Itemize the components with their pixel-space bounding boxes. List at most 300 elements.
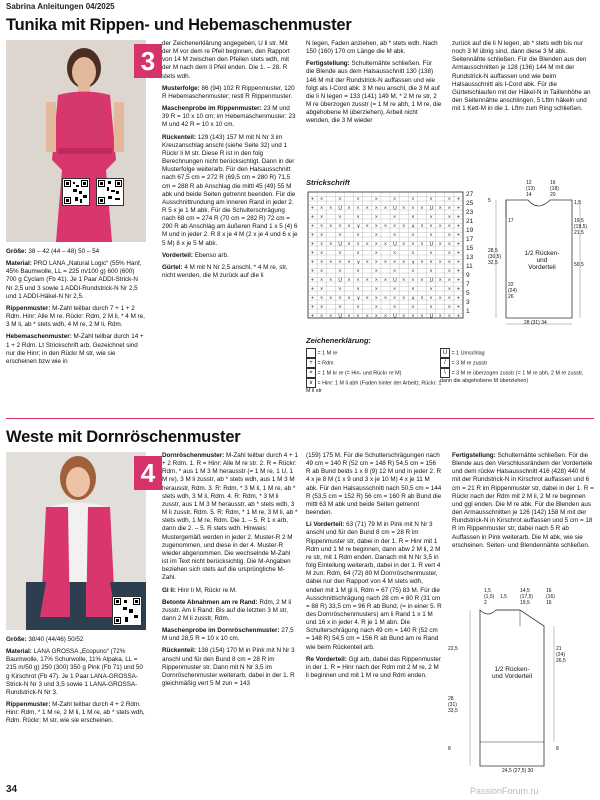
dim: 28 (31) 34 — [524, 320, 547, 326]
chart-stitch: × — [374, 277, 378, 284]
chart-stitch: × — [320, 259, 324, 266]
label: Rückenteil: — [162, 647, 196, 655]
label: Fertigstellung: — [452, 452, 496, 459]
chart-stitch: × — [365, 241, 369, 248]
label: Gürtel: — [162, 263, 183, 271]
chart-stitch: ∨ — [411, 223, 416, 230]
chart-stitch: × — [329, 295, 333, 302]
legend-text: = 1 M kr re (= Hin- und Rückr re M) — [317, 370, 402, 377]
dim: 1,5 — [574, 200, 581, 206]
yarn-over-icon: U — [440, 348, 450, 358]
chart-stitch: × — [384, 241, 387, 248]
chart-stitch: × — [411, 241, 415, 248]
chart-stitch: × — [447, 241, 451, 248]
chart-stitch: × — [356, 250, 360, 257]
chart-stitch: × — [320, 313, 324, 320]
chart-stitch: × — [338, 232, 342, 239]
chart-stitch: × — [447, 268, 451, 275]
weste-column-1 — [6, 636, 146, 730]
chart-stitch: × — [384, 259, 387, 266]
tunika-qr-code-2 — [96, 178, 124, 206]
chart-stitch: × — [338, 259, 342, 266]
chart-stitch: × — [320, 250, 324, 257]
chart-stitch: × — [329, 313, 333, 320]
chart-stitch: × — [393, 259, 397, 266]
chart-stitch: × — [429, 214, 433, 221]
chart-stitch: × — [411, 277, 415, 284]
weste-title: Weste mit Dornröschenmuster — [6, 428, 241, 446]
chart-stitch: + — [311, 196, 314, 203]
text: 23 M und 39 R = 10 x 10 cm; im Hebemaschenmuster: 23 M und 42 R = 10 x 10 cm. — [162, 105, 296, 129]
chart-stitch: + — [456, 223, 460, 230]
label: Musterfolge: — [162, 84, 200, 92]
chart-stitch: × — [447, 250, 451, 257]
chart-stitch: × — [338, 196, 342, 203]
chart-stitch: × — [420, 223, 424, 230]
magazine-header: Sabrina Anleitungen 04/2025 — [6, 2, 115, 11]
chart-stitch: × — [447, 232, 451, 239]
chart-stitch: × — [438, 205, 442, 212]
text: M-Zahl teilbar durch 14 + 1 + 2 Rdm. Lt Strickschrift arb. Gezeichnet sind nur die Hinr; in den Rückr M str, wie sie erscheinen bzw wie in — [6, 333, 144, 365]
chart-stitch: × — [429, 250, 433, 257]
chart-stitch: + — [311, 259, 314, 266]
tunika-title: Tunika mit Rippen- und Hebemaschenmuster — [6, 16, 352, 34]
chart-stitch: × — [320, 223, 324, 230]
text: 38/40 (44/46) 50/52 — [26, 636, 84, 643]
dim: 16 (16) 16 — [546, 588, 555, 606]
chart-stitch: × — [384, 223, 387, 230]
tunika-qr-code — [62, 178, 90, 206]
dim: 1,5 (1,5) 2 — [484, 588, 495, 606]
chart-stitch: × — [356, 232, 360, 239]
chart-stitch: × — [356, 286, 360, 293]
chart-stitch: × — [411, 214, 415, 221]
label: Rippenmuster: — [6, 304, 51, 312]
chart-stitch: ∨ — [356, 295, 361, 302]
text: Schulternähte schließen. Für die Blende aus dem Halsausschnitt 130 (138) 146 M mit der Rundstrick-N auffassen und wie folgt als I-Cord abk: 3 M neu anschl, die 3 M auf die li N legen = 133 (141) 149 M, * 2 M re str, 2 M re überzogen zusstr (= 1 M re abh, 1 M re, die abgehobene M überziehen), Arbeit nicht wenden, die 3 M wieder — [306, 60, 442, 125]
chart-stitch: × — [329, 205, 333, 212]
chart-stitch: + — [456, 241, 460, 248]
weste-column-4 — [452, 452, 594, 554]
chart-stitch: U — [338, 313, 343, 320]
chart-stitch: U — [393, 241, 397, 248]
chart-stitch: U — [393, 277, 397, 284]
chart-stitch: × — [374, 304, 378, 311]
chart-stitch: × — [356, 277, 360, 284]
chart-stitch: × — [411, 196, 415, 203]
chart-stitch: × — [438, 295, 442, 302]
chart-stitch: + — [456, 277, 460, 284]
legend-title: Zeichenerklärung: — [306, 336, 372, 345]
text: 129 (143) 157 M mit N Nr 3 im Kreuzanschlag anschl (siehe Seite 32) und 1 Rückr li M str. Diese R ist in den folg Berechnungen nicht berücksichtigt. Dann in der Musterfolge weiterarb. Für den Halsausschnitt nach 67,5 cm = 272 R (69,5 cm = 280 R) 71,5 cm = 288 R ab Anschlag die mittl 45 (49) 55 M abk und beide Seiten getrennt beenden. Für die Ausschnittrundung am inneren Rand in jeder 2. R 5 x je 1 M abk. Für die Schulterschrägung nach 68 cm = 274 R (70 cm = 282 R) 72 cm = 290 R ab Anschlag am äußeren Rand 1 x 5 (4) 6 M und in jeder 2. R 8 x je 4 M (2 x je 4 und 6 x je 5 M) 8 x je 5 M abk. — [162, 133, 298, 247]
dim: 24,5 (27,5) 30 — [502, 768, 534, 774]
chart-stitch: × — [411, 286, 415, 293]
row-number: 25 — [466, 200, 474, 207]
chart-stitch: × — [429, 286, 433, 293]
chart-stitch: + — [456, 250, 460, 257]
label: Material: — [6, 648, 32, 656]
section-divider — [6, 418, 594, 419]
chart-stitch: × — [320, 241, 324, 248]
chart-stitch: × — [438, 313, 442, 320]
tunika-column-1 — [6, 248, 146, 370]
text: Hinr li M, Rückr re M. — [176, 586, 237, 594]
label: Größe: — [6, 636, 27, 643]
chart-stitch: × — [384, 313, 387, 320]
chart-stitch: U — [338, 241, 343, 248]
knit-icon — [306, 348, 316, 358]
row-number: 13 — [466, 254, 474, 261]
text: Ggl arb, dabei das Rippenmuster in der 1. R = Hinr nach der Rdm mit 2 M re, 2 M li beginnen und mit 1 M re und Rdm enden. — [306, 655, 441, 680]
tunika-schematic — [488, 178, 596, 328]
chart-stitch: + — [311, 304, 314, 311]
legend-text: = 3 M re überzogen zusstr (= 1 M re abh, 2 M re zusstr, dann die abgehobene M überziehen) — [440, 370, 584, 384]
dim: 8 — [556, 746, 559, 752]
chart-stitch: × — [393, 196, 397, 203]
text: M-Zahl teilbar durch 4 + 1 + 2 Rdm. 1. R = Hinr: Alle M re str. 2. R = Rückr: Rdm, * aus 1 M 3 M herausstr (= 1 M re, 1 U, 1 M re), 3 M li zusstr, ab * stets wdh, aus 1 M 3 M herausstr, Rdm. 3. R: Rdm, * 3 M li, 1 M re, ab * stets wdh, 3 M li, Rdm. 4. R: Rdm, * 3 M li zusstr, aus 1 M 3 M herausstr, ab * stets wdh, 3 M li zusstr, Rdm. 5. R: Rdm, * 1 M re, 3 M li, ab * stets wdh, 1 M re, Rdm. Die 1. – 5. R 1 x arb, dann die 2. – 5. R stets wdh. Hinweis: Mustergemäß werden in jeder 2. Muster-R 2 M zugenommen, und diese in der 4. Muster-R wieder abgenommen. Die wechselnde M-Zahl ist im Text nicht berücksichtig. Die M-Angaben beziehen sich stets auf die ursprüngliche M-Zahl. — [162, 452, 298, 582]
chart-stitch: × — [411, 304, 415, 311]
chart-stitch: × — [347, 295, 351, 302]
chart-stitch: × — [356, 241, 360, 248]
chart-stitch: × — [447, 196, 451, 203]
chart-stitch: × — [338, 304, 342, 311]
tunika-column-3 — [306, 40, 442, 130]
chart-stitch: U — [429, 241, 434, 248]
chart-stitch: × — [402, 223, 406, 230]
slip-stitch-icon: ∨ — [306, 378, 316, 388]
twisted-knit-icon: × — [306, 368, 316, 378]
strickschrift-title: Strickschrift — [306, 178, 350, 187]
row-number: 27 — [466, 191, 474, 198]
chart-stitch: × — [365, 277, 369, 284]
chart-stitch: × — [393, 232, 397, 239]
chart-stitch: × — [438, 277, 442, 284]
chart-stitch: × — [447, 277, 451, 284]
dim: 1,5 — [500, 594, 507, 600]
dim: 19,5 (19,5) 21,5 — [574, 218, 588, 236]
chart-stitch: × — [420, 277, 424, 284]
chart-stitch: + — [456, 214, 460, 221]
label: Betonte Abnahmen am re Rand: — [162, 598, 258, 606]
chart-stitch: + — [456, 295, 460, 302]
legend-text: = Rdm — [317, 360, 334, 367]
chart-stitch: × — [393, 286, 397, 293]
chart-stitch: × — [411, 250, 415, 257]
text: der Zeichenerklärung angegeben, U li str. Mit der M vor dem re Pfeil beginnen, den Rapport von 14 M zwischen den Pfeilen stets wdh, mit der M nach dem li Pfeil enden. Die 1. – 28. R stets wdh. — [162, 40, 290, 80]
chart-stitch: × — [429, 223, 433, 230]
text: 27,5 M und 28,5 R = 10 x 10 cm. — [162, 627, 294, 643]
chart-stitch: × — [447, 295, 451, 302]
chart-stitch: × — [374, 295, 378, 302]
chart-stitch: ∨ — [411, 295, 416, 302]
chart-stitch: × — [329, 277, 333, 284]
chart-stitch: × — [320, 214, 324, 221]
weste-schematic-drawing — [440, 586, 590, 780]
weste-schematic — [440, 586, 590, 780]
chart-stitch: U — [429, 313, 434, 320]
chart-stitch: + — [311, 232, 314, 239]
knitting-chart — [306, 190, 482, 322]
chart-stitch: × — [384, 277, 387, 284]
legend-text: = Hinr: 1 M li abh (Faden hinter der Arbeit); Rückr: 1 M li str — [306, 380, 442, 394]
chart-stitch: × — [356, 205, 360, 212]
tunika-number-badge: 3 — [134, 44, 162, 78]
chart-stitch: × — [374, 214, 378, 221]
dim: 17 — [508, 218, 514, 224]
text: LANA GROSSA „Ecopuno“ (72% Baumwolle, 17% Schurwolle, 11% Alpaka, LL = 215 m/50 g) 250 (300) 350 g Pink (Fb 71) und 50 g Kirschrot (Fb 47). Je 1 Paar LANA-GROSSA-Strick-N Nr 3 und 3,5 sowie 1 LANA-GROSSA-Rundstrick-N Nr 3. — [6, 648, 143, 696]
chart-stitch: × — [420, 313, 424, 320]
chart-stitch: + — [311, 313, 314, 320]
edge-stitch-icon: + — [306, 358, 316, 368]
text: 38 – 42 (44 – 48) 50 – 54 — [26, 248, 100, 255]
weste-column-2 — [162, 452, 298, 692]
chart-stitch: × — [329, 241, 333, 248]
chart-stitch: × — [365, 259, 369, 266]
chart-stitch: + — [456, 304, 460, 311]
row-number: 9 — [466, 272, 470, 279]
chart-stitch: × — [411, 205, 415, 212]
chart-stitch: + — [456, 268, 460, 275]
chart-stitch: × — [356, 304, 360, 311]
dim: 28,5 (30,5) 32,5 — [488, 248, 502, 266]
chart-stitch: × — [402, 277, 406, 284]
chart-stitch: + — [311, 223, 314, 230]
chart-stitch: + — [456, 259, 460, 266]
dim: 22,5 — [448, 646, 458, 652]
tunika-column-4 — [452, 40, 594, 117]
chart-stitch: + — [311, 241, 314, 248]
chart-stitch: × — [320, 277, 324, 284]
chart-stitch: × — [447, 205, 451, 212]
dim: 21 (24) 26,5 — [556, 646, 566, 664]
chart-stitch: × — [320, 196, 324, 203]
chart-stitch: × — [374, 232, 378, 239]
chart-stitch: × — [393, 250, 397, 257]
chart-stitch: × — [320, 205, 324, 212]
chart-stitch: × — [393, 268, 397, 275]
chart-stitch: × — [356, 196, 360, 203]
text: zurück auf die li N legen, ab * stets wdh bis nur noch 3 M übrig sind, dann diese 3 M abk. Seitennähte schließen. Für die Blenden aus den Armausschnitten je 128 (136) 144 M mit der Rundstrick-N auffassen und wie beim Halsausschnitt als I-Cord abk. Für die Gürtelschlaufen mit der Häkel-N in Taillenhöhe an den Seitennähte anschlingen, 5 Lftm häkeln und mit 1 Kett-M in die 1. Lftm zum Ring schließen. — [452, 40, 591, 113]
chart-stitch: × — [338, 286, 342, 293]
chart-stitch: × — [429, 196, 433, 203]
chart-stitch: × — [338, 250, 342, 257]
row-number: 5 — [466, 290, 470, 297]
chart-stitch: × — [347, 277, 351, 284]
label: Hebemaschenmuster: — [6, 333, 72, 341]
chart-stitch: × — [338, 268, 342, 275]
chart-stitch: + — [311, 286, 314, 293]
chart-stitch: × — [402, 205, 406, 212]
chart-stitch: × — [420, 295, 424, 302]
chart-stitch: × — [320, 286, 324, 293]
chart-stitch: × — [411, 268, 415, 275]
chart-stitch: × — [429, 295, 433, 302]
chart-stitch: × — [347, 205, 351, 212]
chart-stitch: × — [447, 304, 451, 311]
chart-stitch: × — [365, 205, 369, 212]
label: Li Vorderteil: — [306, 521, 345, 529]
label: Rückenteil: — [162, 133, 196, 141]
text: 86 (94) 102 R Rippenmuster, 120 R Hebemaschenmuster; restl R Rippenmuster. — [162, 84, 295, 100]
row-number: 7 — [466, 281, 470, 288]
chart-stitch: + — [311, 295, 314, 302]
schematic-label: 1/2 Rücken- und Vorderteil — [524, 250, 560, 271]
chart-stitch: × — [447, 214, 451, 221]
legend-text: = 3 M re zusstr — [451, 360, 488, 367]
chart-stitch: × — [438, 223, 442, 230]
label: Re Vorderteil: — [306, 655, 347, 663]
chart-stitch: × — [393, 214, 397, 221]
text: 4 M mit N Nr 2,5 anschl, * 4 M re, str, nicht wenden, die M zurück auf die li — [162, 263, 288, 280]
chart-stitch: × — [329, 223, 333, 230]
chart-stitch: × — [356, 313, 360, 320]
chart-stitch: + — [456, 286, 460, 293]
chart-stitch: × — [438, 259, 442, 266]
chart-stitch: × — [320, 304, 324, 311]
tunika-column-2 — [162, 40, 298, 284]
chart-stitch: U — [338, 277, 343, 284]
chart-stitch: × — [447, 286, 451, 293]
dim: 12 (13) 14 — [526, 180, 535, 198]
text: Rdm, 2 M li zusstr. Am li Rand: Bis auf die letzten 3 M str, dann 2 M li zusstr, Rdm. — [162, 598, 292, 622]
knitting-chart-grid — [306, 190, 482, 322]
chart-stitch: U — [429, 277, 434, 284]
chart-stitch: + — [311, 277, 314, 284]
row-number: 15 — [466, 245, 474, 252]
label: Maschenprobe im Dornröschenmuster: — [162, 627, 280, 635]
chart-stitch: + — [456, 205, 460, 212]
chart-stitch: U — [429, 205, 434, 212]
text: PRO LANA „Natural Logic“ (55% Hanf, 45% Baumwolle, LL = 225 m/100 g) 600 (600) 700 g Cyclam (Fb 41). Je 1 Paar ADDI-Strick-N Nr 2,5 und 3 sowie 1 ADDI-Rundstrick-N Nr 2,5 und 1 ADDI-Häkel-N Nr 2,5. — [6, 260, 142, 300]
dim: 16 (18) 20 — [550, 180, 559, 198]
chart-stitch: × — [429, 232, 433, 239]
chart-stitch: × — [365, 313, 369, 320]
chart-stitch: × — [420, 241, 424, 248]
page-number: 34 — [6, 784, 18, 795]
chart-stitch: ∨ — [411, 259, 416, 266]
chart-stitch: × — [356, 268, 360, 275]
weste-column-3 — [306, 452, 442, 684]
chart-stitch: × — [447, 313, 451, 320]
chart-stitch: × — [447, 223, 451, 230]
chart-stitch: × — [402, 295, 406, 302]
chart-stitch: × — [411, 232, 415, 239]
chart-stitch: × — [384, 205, 387, 212]
chart-stitch: × — [347, 241, 351, 248]
chart-stitch: + — [311, 250, 314, 257]
weste-number-badge: 4 — [134, 456, 162, 490]
chart-stitch: × — [329, 259, 333, 266]
chart-stitch: + — [456, 232, 460, 239]
dim: 5 — [488, 198, 491, 204]
chart-stitch: + — [311, 205, 314, 212]
chart-stitch: × — [411, 313, 415, 320]
text: 138 (154) 170 M in Pink mit N Nr 3 anschl und für den Bund 8 cm = 28 R im Rippenmuster str. Dann mit N Nr 3,5 im Dornröschenmuster weiterarb, dabei in der 1. R gleichmäßig vert 5 M zun = 143 — [162, 647, 295, 688]
chart-stitch: × — [393, 295, 397, 302]
label: Dornröschenmuster: — [162, 452, 225, 459]
chart-stitch: × — [438, 241, 442, 248]
dim: 14,5 (17,5) 19,5 — [520, 588, 534, 606]
legend — [306, 336, 596, 394]
chart-stitch: U — [393, 205, 397, 212]
label: Material: — [6, 260, 32, 268]
chart-stitch: ∨ — [356, 259, 361, 266]
sk2p-icon: \ — [440, 368, 450, 378]
text: N legen, Faden anziehen, ab * stets wdh. Nach 150 (160) 170 cm Länge die M abk. — [306, 40, 438, 56]
text: M-Zahl teilbar durch 4 + 2 Rdm. Hinr: Rdm, * 1 M re, 2 M li, 1 M re, ab * stets wdh, Rdm. Rückr: M str, wie sie erscheinen. — [6, 701, 145, 725]
chart-stitch: × — [384, 295, 387, 302]
label: Vorderteil: — [162, 251, 194, 259]
chart-stitch: × — [365, 295, 369, 302]
chart-stitch: × — [338, 295, 342, 302]
watermark: PassionForum.ru — [470, 786, 539, 796]
row-number: 21 — [466, 218, 474, 225]
chart-stitch: × — [393, 304, 397, 311]
text: M-Zahl teilbar durch 7 + 1 + 2 Rdm. Hinr: Alle M re. Rückr: Rdm, 2 M li, * 4 M re, 3 M li, ab * stets wdh, 4 M re, 2 M li, Rdm. — [6, 304, 145, 329]
chart-stitch: × — [365, 223, 369, 230]
chart-stitch: × — [374, 196, 378, 203]
chart-stitch: U — [393, 313, 397, 320]
chart-stitch: × — [374, 259, 378, 266]
chart-stitch: × — [402, 241, 406, 248]
chart-stitch: + — [456, 313, 460, 320]
chart-stitch: × — [374, 250, 378, 257]
chart-stitch: × — [374, 223, 378, 230]
chart-stitch: + — [456, 196, 460, 203]
chart-stitch: × — [338, 214, 342, 221]
chart-stitch: × — [374, 286, 378, 293]
row-number: 23 — [466, 209, 474, 216]
dim: 28 (31) 33,5 — [448, 696, 458, 714]
schematic-label: 1/2 Rücken- und Vorderteil — [491, 666, 533, 680]
chart-stitch: + — [311, 268, 314, 275]
chart-stitch: × — [347, 313, 351, 320]
chart-stitch: × — [356, 214, 360, 221]
chart-stitch: × — [347, 259, 351, 266]
chart-stitch: × — [374, 205, 378, 212]
chart-stitch: U — [338, 205, 343, 212]
chart-stitch: × — [429, 259, 433, 266]
text: Schulternähte schließen. Für die Blende aus den Verschlussrändern der Vorderteile und dem rückw Halsausschnitt 416 (428) 440 M mit der Rundstrick-N in Kirschrot auffassen und 6 cm = 21 R im Rippenmuster str, dabei in der 1. R = Rückr nach der Rdm mit 2 M li, 2 M re beginnen und ggl enden. Die M re abk. Für die Blenden aus den Armausschnitten je 126 (142) 158 M mit der Rundstrick-N in Kirschrot auffassen und 5 cm = 18 R im Rippenmuster str, dabei nach 5 R ab Auffassen in Pink weiterarb. Die M abk, wie sie erscheinen. Seiten- und Blendennähte schließen. — [452, 452, 594, 549]
legend-text: = 1 M re — [317, 350, 338, 357]
text: Ebenso arb. — [193, 251, 229, 259]
label: Maschenprobe im Rippenmuster: — [162, 105, 262, 113]
chart-stitch: ∨ — [356, 223, 361, 230]
dim: 50,5 — [574, 262, 584, 268]
chart-stitch: × — [374, 313, 378, 320]
label: Größe: — [6, 248, 27, 255]
chart-stitch: × — [393, 223, 397, 230]
weste-qr-code — [112, 596, 142, 626]
chart-stitch: × — [347, 223, 351, 230]
legend-text: = 1 Umschlag — [451, 350, 485, 357]
row-number: 17 — [466, 236, 474, 243]
label: Rippenmuster: — [6, 701, 51, 709]
chart-stitch: × — [447, 259, 451, 266]
row-number: 19 — [466, 227, 474, 234]
k3tog-icon: / — [440, 358, 450, 368]
text: 63 (71) 79 M in Pink mit N Nr 3 anschl und für den Bund 8 cm = 28 R im Rippenmuster str, dabei in der 1. R = Hinr mit 1 Rdm und 1 M re beginnen, dann abw 2 M li, 2 M re str, mit 1 Rdm enden. Danach mit N Nr 3,5 in folg Einteilung weiterarb, dabei in der 1. R vert 4 M zun: Rdm, 64 (72) 80 M Dornröschenmuster, dabei nur den Rapport von 4 M stets wdh, enden mit 1 M gl li, Rdm = 67 (75) 83 M. Für die Ausschnittschrägung nach 28 cm = 80 R (31 cm = 88 R) 33,5 cm = 96 R ab Bund, (= in einer 5. R des Dornröschenmusters) am li Rand 1 x 1 M und 16 x in jeder 4. R je 1 M abn. Die Schulterschrägung nach 49 cm = 140 R (52 cm = 148 R) 54,5 cm = 156 R ab Bund am re Rand wie beim Rückenteil arb. — [306, 521, 442, 651]
chart-stitch: × — [402, 313, 406, 320]
chart-stitch: × — [420, 259, 424, 266]
dim: 22 (24) 26 — [508, 282, 517, 300]
chart-stitch: × — [320, 268, 324, 275]
chart-stitch: × — [420, 205, 424, 212]
chart-stitch: × — [320, 295, 324, 302]
chart-stitch: × — [402, 259, 406, 266]
chart-stitch: × — [374, 268, 378, 275]
text: (159) 175 M. Für die Schulterschrägungen nach 49 cm = 140 R (52 cm = 148 R) 54,5 cm = 156 R ab Bund beids 1 x 8 (9) 12 M und in jeder 2. R 4 x je 8 M (1 x 9 und 3 x je 10 M) 4 x je 11 M abk. Für den Halsausschnitt nach 50,5 cm = 144 R (53,5 cm = 152 R) 56 cm = 160 R ab Bund die mittl 63 M abk und beide Seiten getrennt beenden. — [306, 452, 442, 517]
